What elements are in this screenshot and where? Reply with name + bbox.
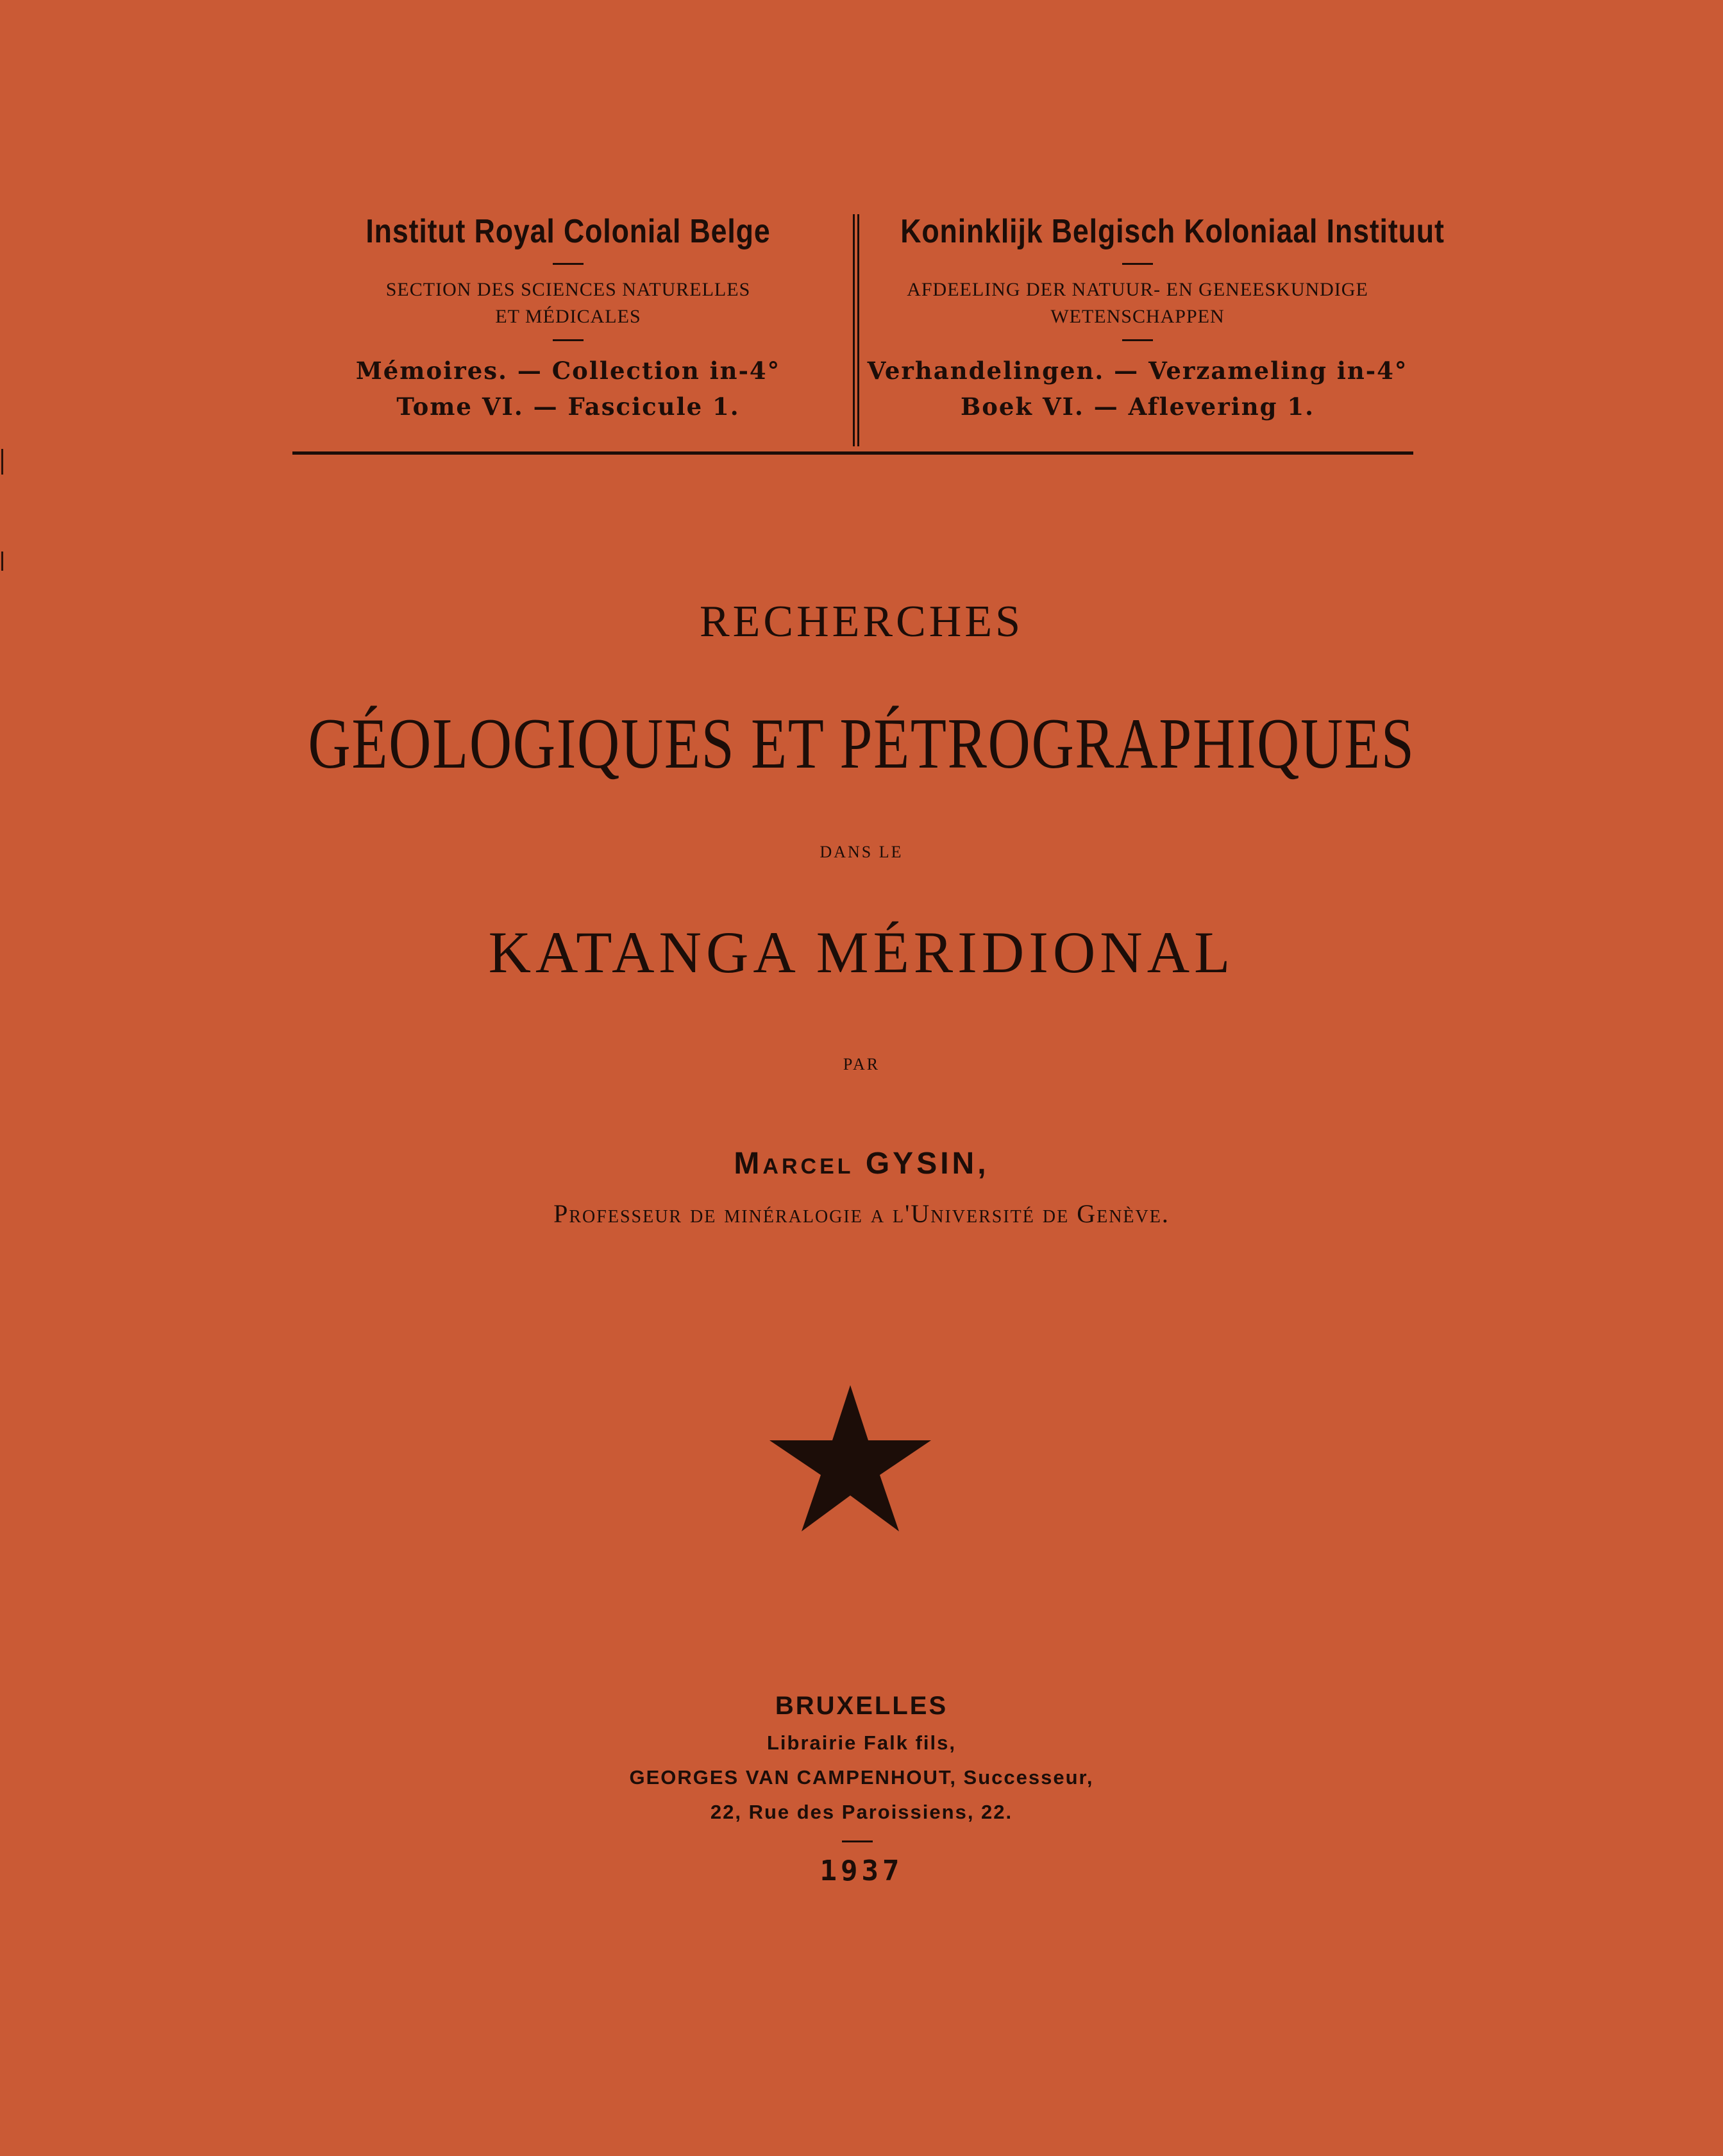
series-french: Mémoires. — Collection in-4°: [355, 357, 781, 385]
title-line-1: RECHERCHES: [699, 597, 1024, 646]
header-column-dutch: [862, 205, 1445, 425]
separator-dash: [553, 339, 584, 341]
publisher-city: BRUXELLES: [775, 1692, 948, 1720]
author-position: Professeur de minéralogie a l'Université de Genève.: [553, 1199, 1170, 1228]
series-dutch: Verhandelingen. — Verzameling in-4°: [867, 357, 1408, 385]
header-rule: [292, 451, 1413, 455]
institute-name-dutch: Koninklijk Belgisch Koloniaal Instituut: [900, 213, 1445, 250]
title-connector: DANS LE: [819, 843, 904, 861]
scan-mark: [1, 552, 3, 571]
publication-year: 1937: [819, 1855, 904, 1887]
section-line-1-dutch: AFDEELING DER NATUUR- EN GENEESKUNDIGE: [907, 279, 1368, 300]
star-icon: [769, 1385, 931, 1531]
scan-mark: [1, 449, 3, 475]
volume-french: Tome VI. — Fascicule 1.: [396, 392, 740, 421]
author-name: Marcel GYSIN,: [734, 1147, 989, 1181]
separator-dash: [1122, 263, 1153, 265]
title-line-3: KATANGA MÉRIDIONAL: [488, 920, 1235, 985]
institute-header: [292, 205, 1445, 459]
publisher-successor: GEORGES VAN CAMPENHOUT, Successeur,: [629, 1766, 1094, 1789]
title-line-2: GÉOLOGIQUES ET PÉTROGRAPHIQUES: [308, 704, 1415, 784]
separator-dash: [842, 1840, 873, 1842]
header-vertical-divider: [853, 214, 859, 446]
header-column-french: [292, 205, 844, 425]
separator-dash: [1122, 339, 1153, 341]
author-by: PAR: [843, 1055, 880, 1074]
section-line-2-dutch: WETENSCHAPPEN: [1050, 306, 1225, 327]
publisher-address: 22, Rue des Paroissiens, 22.: [710, 1801, 1013, 1823]
institute-name-french: Institut Royal Colonial Belge: [366, 213, 771, 250]
section-line-1-french: SECTION DES SCIENCES NATURELLES: [385, 279, 751, 300]
section-line-2-french: ET MÉDICALES: [495, 306, 641, 327]
volume-dutch: Boek VI. — Aflevering 1.: [960, 392, 1315, 421]
separator-dash: [553, 263, 584, 265]
publisher-bookshop: Librairie Falk fils,: [767, 1731, 956, 1754]
